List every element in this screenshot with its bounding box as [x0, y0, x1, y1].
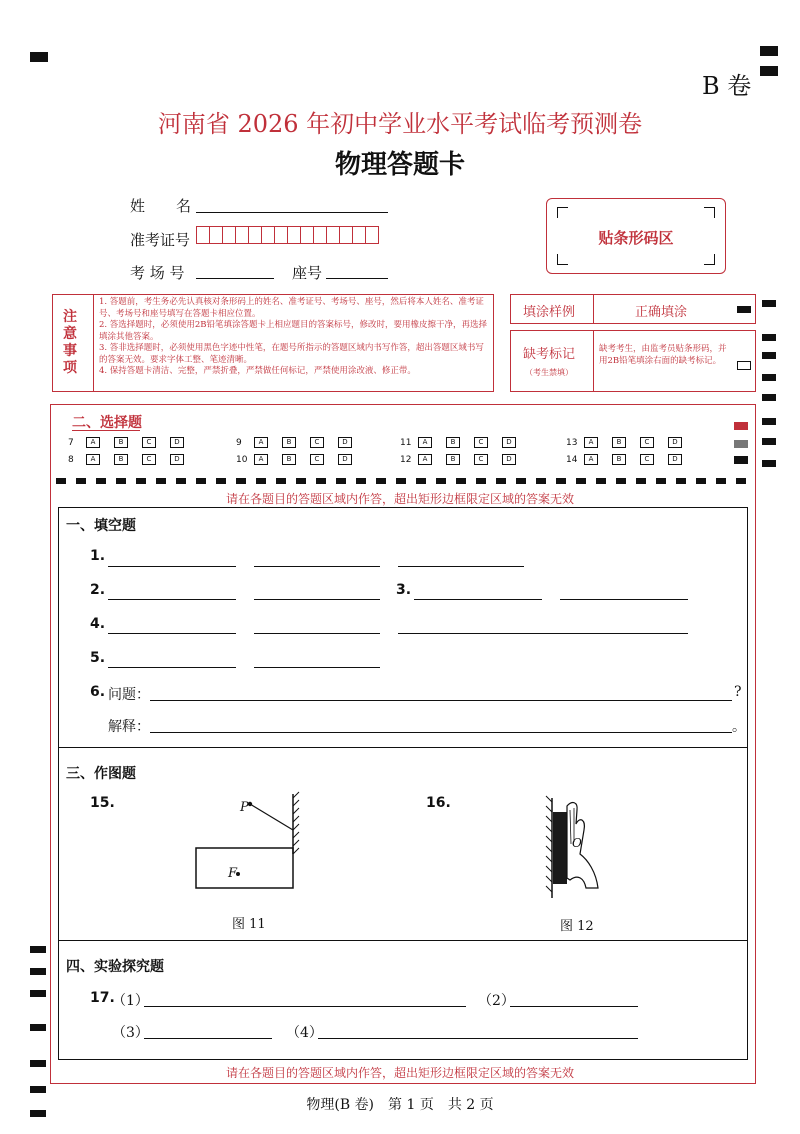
absent-desc: 缺考考生，由监考员贴条形码，并用2B铅笔填涂右面的缺考标记。 [599, 344, 727, 366]
explain-end: 。 [732, 719, 746, 735]
q1-blank[interactable] [254, 566, 380, 567]
q17-part4-label: （4） [286, 1025, 323, 1041]
drawing-title: 三、作图题 [66, 766, 136, 782]
q1-blank[interactable] [398, 566, 524, 567]
barcode-area [546, 198, 726, 274]
point-p-label: P [240, 800, 249, 815]
q6-question-blank[interactable] [150, 700, 732, 701]
choice-question: 10 A B C D [236, 454, 366, 465]
figure-11 [190, 790, 310, 890]
point-o-label: O [572, 836, 582, 850]
option-d[interactable]: D [338, 437, 352, 448]
q6-label: 6. [90, 684, 106, 700]
timing-mark [762, 374, 776, 381]
q17-part2-label: （2） [478, 993, 515, 1009]
timing-mark [760, 66, 778, 76]
q3-label: 3. [396, 582, 412, 598]
option-b[interactable]: B [114, 437, 128, 448]
notice-title: 注意事项 [63, 309, 77, 376]
option-d[interactable]: D [668, 437, 682, 448]
fill-sample-label: 填涂样例 [523, 305, 576, 320]
q5-label: 5. [90, 650, 106, 666]
option-a[interactable]: A [86, 437, 100, 448]
option-c[interactable]: C [640, 437, 654, 448]
point-f-label: F [228, 866, 238, 881]
choice-title: 二、选择题 [72, 415, 142, 431]
choice-question: 14 A B C D [566, 454, 696, 465]
option-c[interactable]: C [142, 437, 156, 448]
question-end: ? [734, 684, 742, 700]
q1-blank[interactable] [108, 566, 236, 567]
room-label: 考 场 号 [130, 264, 185, 282]
q2-blank[interactable] [254, 599, 380, 600]
figure-11-caption: 图 11 [232, 917, 266, 932]
option-b[interactable]: B [114, 454, 128, 465]
option-d[interactable]: D [338, 454, 352, 465]
option-b[interactable]: B [612, 454, 626, 465]
q4-label: 4. [90, 616, 106, 632]
timing-mark [30, 52, 48, 62]
q4-blank[interactable] [398, 633, 688, 634]
card-title: 物理答题卡 [334, 150, 465, 180]
q16-label: 16. [426, 795, 451, 811]
timing-mark [762, 394, 776, 401]
timing-mark [762, 418, 776, 425]
q17-part1-blank[interactable] [144, 1006, 466, 1007]
seat-field[interactable] [326, 278, 388, 279]
q1-label: 1. [90, 548, 106, 564]
timing-mark [762, 460, 776, 467]
fill-sample-value: 正确填涂 [635, 305, 688, 320]
absent-checkbox[interactable] [737, 361, 751, 370]
question-label: 问题： [108, 687, 150, 703]
option-c[interactable]: C [142, 454, 156, 465]
option-c[interactable]: C [640, 454, 654, 465]
option-d[interactable]: D [502, 454, 516, 465]
calib-mark-black [734, 456, 748, 464]
timing-mark [30, 1024, 46, 1031]
filled-mark-sample [737, 306, 751, 313]
notice-item: 3. 答非选择题时，必须使用黑色字迹中性笔，在题号所指示的答题区域内书写作答，超出答题区域书写的答案无效。要求字体工整、笔迹清晰。 [99, 343, 484, 365]
choice-question: 11 A B C D [400, 437, 530, 448]
option-a[interactable]: A [254, 437, 268, 448]
q17-part1-label: （1） [112, 993, 149, 1009]
name-field[interactable] [196, 212, 388, 213]
option-c[interactable]: C [474, 437, 488, 448]
option-c[interactable]: C [310, 437, 324, 448]
section-divider [58, 940, 748, 941]
option-d[interactable]: D [502, 437, 516, 448]
boundary-notice-bottom: 请在各题目的答题区域内作答，超出矩形边框限定区域的答案无效 [225, 1066, 574, 1080]
option-d[interactable]: D [668, 454, 682, 465]
choice-question: 7 A B C D [68, 437, 198, 448]
option-d[interactable]: D [170, 437, 184, 448]
timing-mark [30, 990, 46, 997]
section-divider [58, 747, 748, 748]
q5-blank[interactable] [108, 667, 236, 668]
notice-list [99, 297, 491, 378]
q4-blank[interactable] [254, 633, 380, 634]
exam-title: 河南省 2026 年初中学业水平考试临考预测卷 [157, 110, 643, 138]
notice-item: 4. 保持答题卡清洁、完整，严禁折叠，严禁做任何标记，严禁使用涂改液、修正带。 [99, 366, 416, 376]
seat-label: 座号 [292, 264, 323, 282]
q6-explain-blank[interactable] [150, 732, 732, 733]
q4-blank[interactable] [108, 633, 236, 634]
q15-label: 15. [90, 795, 115, 811]
notice-item: 1. 答题前，考生务必先认真核对条形码上的姓名、准考证号、考场号、座号，然后将本人姓名、准考证号、考场号和座号填写在答题卡相应位置。 [99, 297, 484, 319]
room-field[interactable] [196, 278, 274, 279]
q3-blank[interactable] [560, 599, 688, 600]
q17-part3-label: （3） [112, 1025, 149, 1041]
option-a[interactable]: A [86, 454, 100, 465]
q5-blank[interactable] [254, 667, 380, 668]
option-b[interactable]: B [446, 454, 460, 465]
figure-12-caption: 图 12 [560, 919, 594, 934]
option-b[interactable]: B [446, 437, 460, 448]
q2-blank[interactable] [108, 599, 236, 600]
absent-sub: （考生禁填） [525, 368, 573, 377]
timing-mark [762, 300, 776, 307]
absent-box [510, 330, 756, 392]
calib-mark-gray [734, 440, 748, 448]
q17-part4-blank[interactable] [318, 1038, 638, 1039]
choice-question: 13 A B C D [566, 437, 696, 448]
option-d[interactable]: D [170, 454, 184, 465]
boundary-notice: 请在各题目的答题区域内作答，超出矩形边框限定区域的答案无效 [225, 492, 574, 506]
choice-question: 12 A B C D [400, 454, 530, 465]
absent-label: 缺考标记 [523, 347, 576, 362]
option-a[interactable]: A [584, 454, 598, 465]
explain-label: 解释： [108, 719, 150, 735]
option-c[interactable]: C [474, 454, 488, 465]
choice-question: 8 A B C D [68, 454, 198, 465]
barcode-label: 贴条形码区 [598, 229, 674, 247]
timing-mark [30, 968, 46, 975]
timing-mark [760, 46, 778, 56]
option-a[interactable]: A [418, 437, 432, 448]
page-footer: 物理(B 卷) 第 1 页 共 2 页 [306, 1097, 494, 1113]
version-tag: B 卷 [702, 72, 752, 100]
option-a[interactable]: A [418, 454, 432, 465]
timing-mark [762, 438, 776, 445]
option-a[interactable]: A [584, 437, 598, 448]
q2-label: 2. [90, 582, 106, 598]
choice-question: 9 A B C D [236, 437, 366, 448]
calib-mark-red [734, 422, 748, 430]
q3-blank[interactable] [414, 599, 542, 600]
option-b[interactable]: B [612, 437, 626, 448]
fill-sample-box [510, 294, 756, 324]
id-field[interactable] [196, 226, 379, 244]
experiment-title: 四、实验探究题 [66, 959, 164, 975]
option-b[interactable]: B [282, 454, 296, 465]
notice-item: 2. 答选择题时，必须使用2B铅笔填涂答题卡上相应题目的答案标号，修改时，要用橡皮擦干净，再选择填涂其他答案。 [99, 320, 487, 342]
q17-label: 17. [90, 990, 115, 1006]
option-b[interactable]: B [282, 437, 296, 448]
name-label: 姓 名 [130, 197, 200, 215]
notice-box [52, 294, 494, 392]
q17-part2-blank[interactable] [510, 1006, 638, 1007]
id-label: 准考证号 [130, 231, 191, 249]
dashed-separator [56, 478, 750, 484]
option-c[interactable]: C [310, 454, 324, 465]
timing-mark [30, 1086, 46, 1093]
timing-mark [762, 334, 776, 341]
timing-mark [762, 352, 776, 359]
fill-blank-title: 一、填空题 [66, 518, 136, 534]
timing-mark [30, 946, 46, 953]
q17-part3-blank[interactable] [144, 1038, 272, 1039]
option-a[interactable]: A [254, 454, 268, 465]
